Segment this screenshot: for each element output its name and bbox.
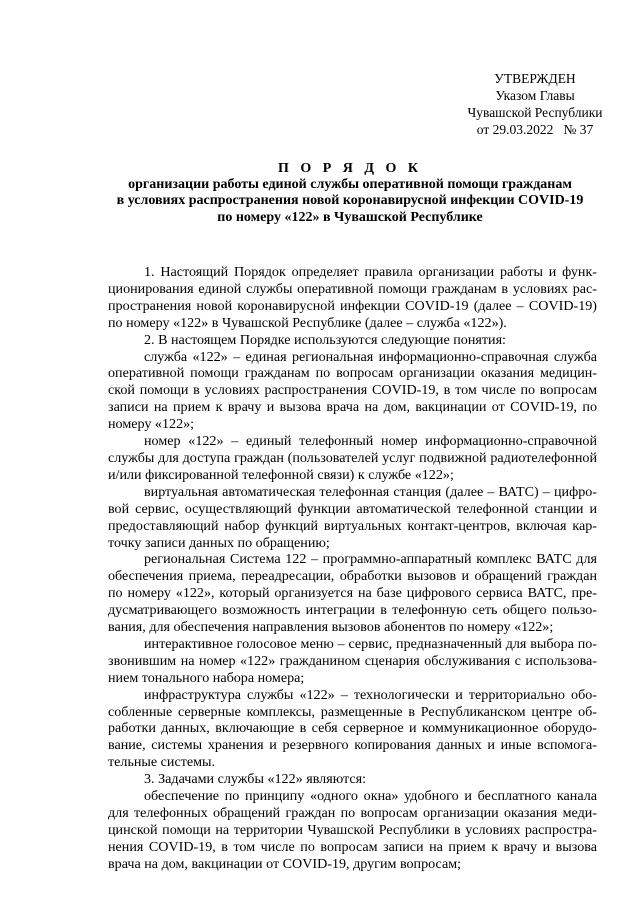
- approval-status: УТВЕРЖДЕН: [494, 71, 576, 86]
- document-subtitle-line-3: по номеру «122» в Чувашской Республике: [217, 209, 483, 225]
- approval-decree: Указом Главы: [495, 88, 575, 103]
- task-one-window-channel: обеспечение по принципу «одного окна» удобного и бесплатного канала для телефонных обращений граждан по вопросам организации оказания медицинской помощи на территории Чувашской Республики в условиях распространения COVID-19, в том числе по вопросам записи на прием к врачу и вызова врача на дом, вакцинации от COVID-19, другим вопросам;: [108, 788, 597, 872]
- document-subtitle-line-1: организации работы единой службы оперативной помощи гражданам: [128, 177, 572, 192]
- document-body: [108, 264, 597, 873]
- definition-number-122: номер «122» – единый телефонный номер информационно-справочной службы для доступа граждан (пользователей услуг подвижной радиотелефонной и/или фиксированной телефонной связи) к службе «122»;: [108, 433, 597, 483]
- definition-infrastructure: инфраструктура службы «122» – технологически и территориально обособленные серверные комплексы, размещенные в Республиканском центре обработки данных, включающие в себя серверное и коммуникационное оборудование, системы хранения и резервного копирования данных и иные вспомогательные системы.: [108, 686, 597, 771]
- paragraph-3-tasks-intro: 3. Задачами службы «122» являются:: [144, 771, 367, 788]
- definition-vats: виртуальная автоматическая телефонная станция (далее – ВАТС) – цифровой сервис, осуществляющий функции автоматической телефонной станции и предоставляющий набор функций виртуальных контакт-центров, включая карточку записи данных по обращению;: [108, 483, 597, 551]
- document-subtitle-line-2: в условиях распространения новой коронавирусной инфекции COVID-19: [116, 193, 584, 209]
- definition-ivr-menu: интерактивное голосовое меню – сервис, предназначенный для выбора позвонившим на номер «122» гражданином сценария обслуживания с использованием тонального набора номера;: [108, 635, 597, 686]
- document-header: [100, 160, 600, 226]
- definition-regional-system-122: региональная Система 122 – программно-аппаратный комплекс ВАТС для обеспечения приема, переадресации, обработки вызовов и обращений граждан по номеру «122», который организуется на базе цифрового сервиса ВАТС, предусматривающего возможность интеграции в телефонную сеть общего пользования, для обеспечения направления вызовов абонентов по номеру «122»;: [108, 551, 597, 636]
- approval-date-number: от 29.03.2022 № 37: [476, 122, 594, 137]
- approval-stamp: [445, 70, 625, 138]
- approval-authority: Чувашской Республики: [467, 105, 603, 120]
- paragraph-2-definitions-intro: 2. В настоящем Порядке используются следующие понятия:: [144, 331, 506, 348]
- paragraph-1-purpose: 1. Настоящий Порядок определяет правила организации работы и функционирования единой службы оперативной помощи гражданам в условиях распространения новой коронавирусной инфекции COVID-19 (далее – COVID-19) по номеру «122» в Чувашской Республике (далее – служба «122»).: [108, 264, 597, 331]
- document-title: П О Р Я Д О К: [277, 161, 423, 176]
- definition-service-122: служба «122» – единая региональная информационно-справочная служба оперативной помощи гражданам по вопросам организации оказания медицинской помощи в условиях распространения COVID-19, в том числе по вопросам записи на прием к врачу и вызова врача на дом, вакцинации от COVID-19, по номеру «122»;: [108, 348, 597, 433]
